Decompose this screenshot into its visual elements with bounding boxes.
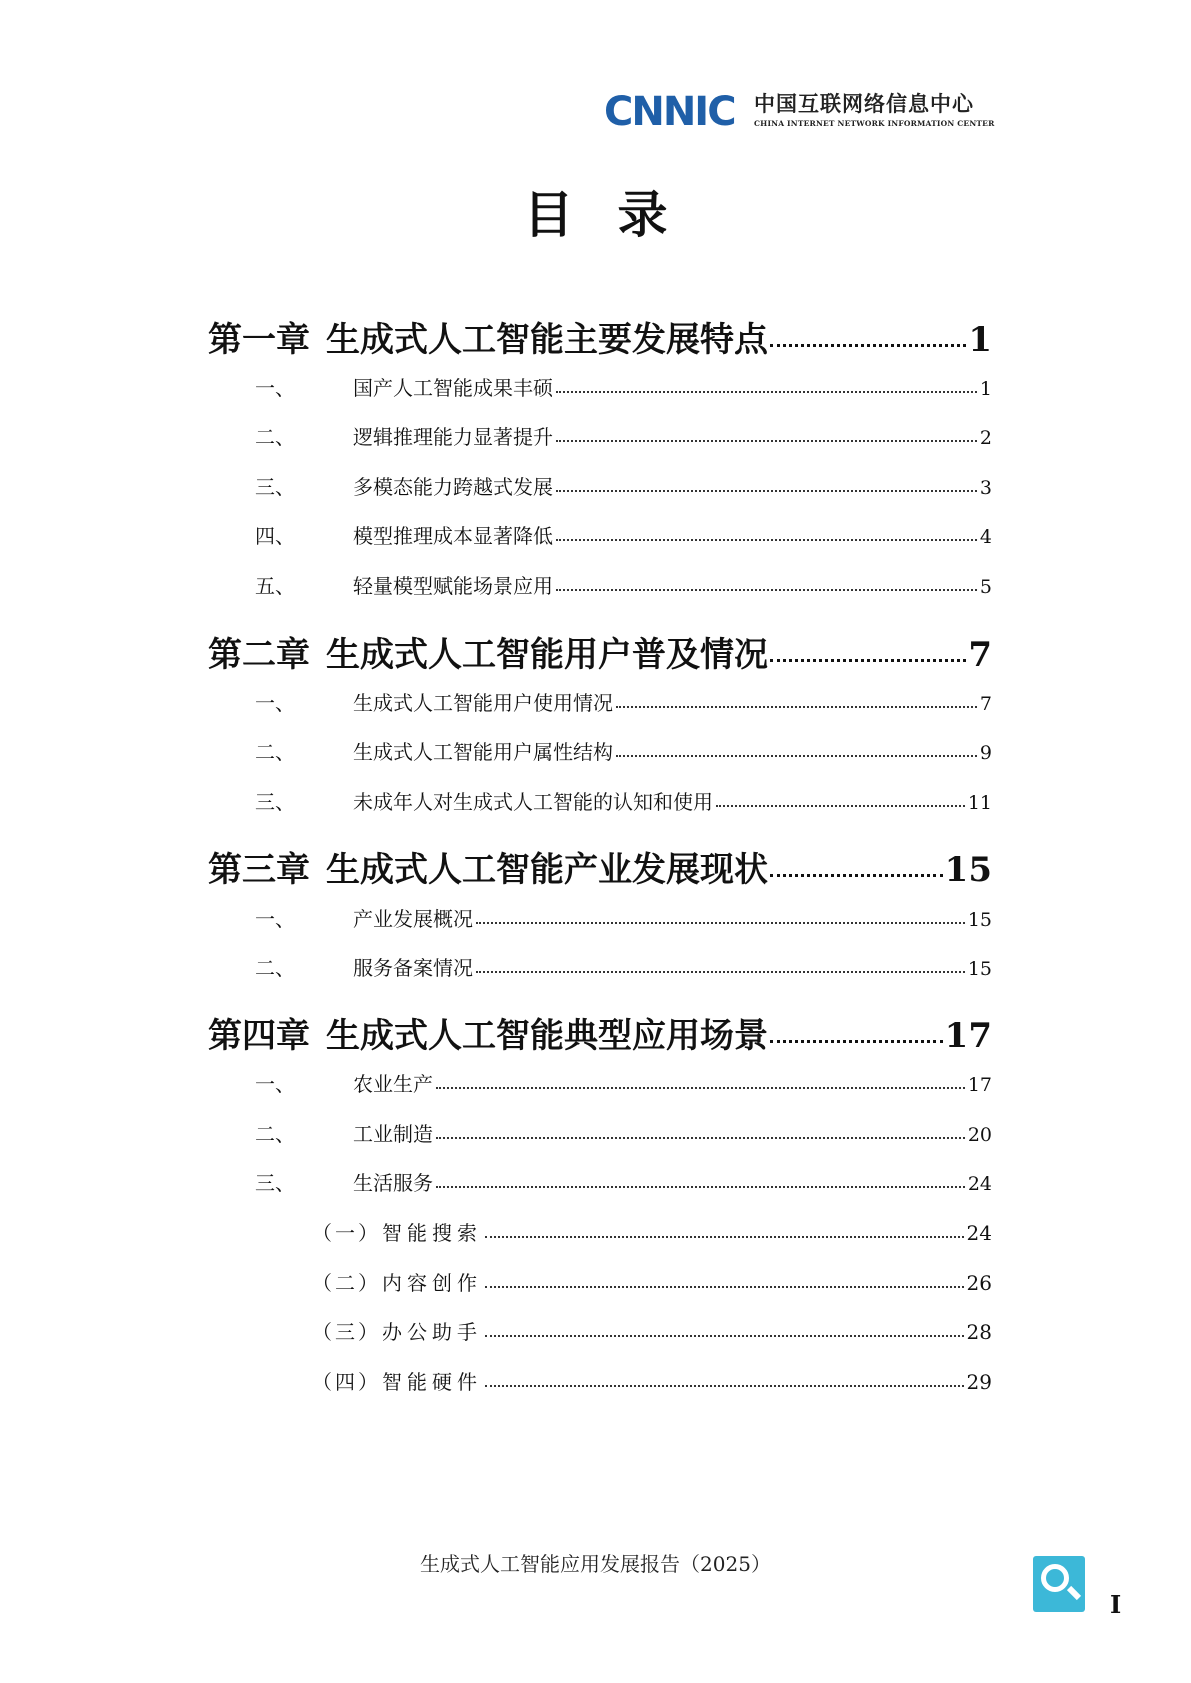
dot-leader <box>556 538 977 541</box>
toc-entry-page: 2 <box>979 427 992 449</box>
toc-chapter[interactable] <box>208 312 992 361</box>
toc-entry-number: 第一章 <box>208 320 310 360</box>
dot-leader <box>556 489 977 492</box>
dot-leader <box>770 873 943 877</box>
toc-entry-label: 智能搜索 <box>382 1221 482 1245</box>
toc-entry-label: 模型推理成本显著降低 <box>353 524 553 548</box>
dot-leader <box>476 921 965 924</box>
toc-entry-number: 四、 <box>255 524 295 548</box>
toc-sub[interactable] <box>208 1366 992 1395</box>
toc-entry-label: 生成式人工智能主要发展特点 <box>326 320 768 360</box>
toc-section[interactable] <box>208 736 992 765</box>
toc-entry-label: 多模态能力跨越式发展 <box>353 475 553 499</box>
toc-section[interactable] <box>208 570 992 599</box>
toc-chapter[interactable] <box>208 1008 992 1057</box>
toc-section[interactable] <box>208 520 992 549</box>
toc-section[interactable] <box>208 1068 992 1097</box>
toc-entry-page: 9 <box>979 742 992 764</box>
toc-entry-label: 生成式人工智能用户属性结构 <box>353 740 613 764</box>
toc-entry-label: 轻量模型赋能场景应用 <box>353 574 553 598</box>
toc-entry-page: 15 <box>967 958 992 980</box>
toc-entry-number: 二、 <box>255 740 295 764</box>
dot-leader <box>485 1235 964 1238</box>
toc-entry-number: 五、 <box>255 574 295 598</box>
toc-entry-number: 一、 <box>255 691 295 715</box>
magnifier-e-icon <box>1033 1556 1085 1612</box>
dot-leader <box>770 1039 943 1043</box>
dot-leader <box>485 1384 964 1387</box>
toc-sub[interactable] <box>208 1217 992 1246</box>
toc-entry-number: 三、 <box>255 475 295 499</box>
toc-entry-page: 1 <box>979 378 992 400</box>
toc-sub[interactable] <box>208 1267 992 1296</box>
dot-leader <box>770 658 966 662</box>
toc-entry-label: 工业制造 <box>353 1122 433 1146</box>
toc-section[interactable] <box>208 471 992 500</box>
toc-entry-label: 办公助手 <box>382 1320 482 1344</box>
toc-entry-number: 一、 <box>255 1072 295 1096</box>
toc-entry-number: （四） <box>312 1370 381 1394</box>
toc-entry-number: 二、 <box>255 1122 295 1146</box>
toc-entry-page: 24 <box>967 1173 992 1195</box>
toc-chapter[interactable] <box>208 842 992 891</box>
toc-entry-page: 7 <box>979 693 992 715</box>
toc-entry-number: 三、 <box>255 1171 295 1195</box>
toc-entry-label: 生成式人工智能产业发展现状 <box>326 850 768 890</box>
toc-entry-label: 生成式人工智能用户普及情况 <box>326 635 768 675</box>
footer-report-title: 生成式人工智能应用发展报告（2025） <box>420 1552 771 1576</box>
toc-entry-page: 1 <box>968 320 992 360</box>
dot-leader <box>616 754 977 757</box>
toc-entry-page: 5 <box>979 576 992 598</box>
toc-entry-label: 国产人工智能成果丰硕 <box>353 376 553 400</box>
toc-entry-number: 二、 <box>255 956 295 980</box>
toc-section[interactable] <box>208 421 992 450</box>
page-number: I <box>1110 1590 1122 1619</box>
toc-sub[interactable] <box>208 1316 992 1345</box>
toc-entry-label: 产业发展概况 <box>353 907 473 931</box>
dot-leader <box>716 804 965 807</box>
toc-entry-number: 二、 <box>255 425 295 449</box>
toc-entry-number: （三） <box>312 1320 381 1344</box>
toc-entry-page: 15 <box>967 909 992 931</box>
dot-leader <box>770 343 966 347</box>
page-title: 目录 <box>523 185 712 244</box>
dot-leader <box>616 705 977 708</box>
toc-entry-number: （二） <box>312 1271 381 1295</box>
dot-leader <box>485 1334 964 1337</box>
toc-entry-number: 一、 <box>255 907 295 931</box>
toc-entry-label: 逻辑推理能力显著提升 <box>353 425 553 449</box>
toc-entry-page: 3 <box>979 477 992 499</box>
dot-leader <box>485 1285 964 1288</box>
toc-entry-page: 17 <box>944 1016 992 1056</box>
toc-section[interactable] <box>208 786 992 815</box>
toc-entry-number: （一） <box>312 1221 381 1245</box>
toc-entry-label: 服务备案情况 <box>353 956 473 980</box>
dot-leader <box>436 1185 965 1188</box>
toc-entry-number: 第四章 <box>208 1016 310 1056</box>
toc-entry-label: 生活服务 <box>353 1171 433 1195</box>
toc-entry-page: 29 <box>966 1370 992 1394</box>
toc-chapter[interactable] <box>208 627 992 676</box>
toc-entry-number: 三、 <box>255 790 295 814</box>
toc-entry-label: 生成式人工智能典型应用场景 <box>326 1016 768 1056</box>
toc-entry-page: 28 <box>966 1320 992 1344</box>
toc-section[interactable] <box>208 903 992 932</box>
toc-entry-page: 24 <box>966 1221 992 1245</box>
dot-leader <box>556 439 977 442</box>
toc-entry-page: 20 <box>967 1124 992 1146</box>
toc-entry-page: 11 <box>967 792 992 814</box>
cnnic-logo <box>604 89 995 135</box>
toc-section[interactable] <box>208 952 992 981</box>
dot-leader <box>556 390 977 393</box>
toc-entry-number: 第二章 <box>208 635 310 675</box>
toc-entry-label: 智能硬件 <box>382 1370 482 1394</box>
toc-entry-page: 4 <box>979 526 992 548</box>
toc-entry-page: 7 <box>968 635 992 675</box>
toc-entry-number: 第三章 <box>208 850 310 890</box>
dot-leader <box>436 1086 965 1089</box>
dot-leader <box>556 588 977 591</box>
toc-section[interactable] <box>208 1167 992 1196</box>
dot-leader <box>436 1136 965 1139</box>
toc-section[interactable] <box>208 372 992 401</box>
toc-entry-number: 一、 <box>255 376 295 400</box>
toc-entry-page: 26 <box>966 1271 992 1295</box>
toc-entry-page: 17 <box>967 1074 992 1096</box>
toc-entry-label: 未成年人对生成式人工智能的认知和使用 <box>353 790 713 814</box>
toc-entry-label: 农业生产 <box>353 1072 433 1096</box>
toc-entry-label: 生成式人工智能用户使用情况 <box>353 691 613 715</box>
dot-leader <box>476 970 965 973</box>
logo-english-name: CHINA INTERNET NETWORK INFORMATION CENTER <box>754 119 995 128</box>
logo-mark: CNNIC <box>604 89 735 135</box>
toc-entry-label: 内容创作 <box>382 1271 482 1295</box>
logo-chinese-name: 中国互联网络信息中心 <box>754 91 974 116</box>
toc-entry-page: 15 <box>944 850 992 890</box>
toc-section[interactable] <box>208 687 992 716</box>
toc-section[interactable] <box>208 1118 992 1147</box>
